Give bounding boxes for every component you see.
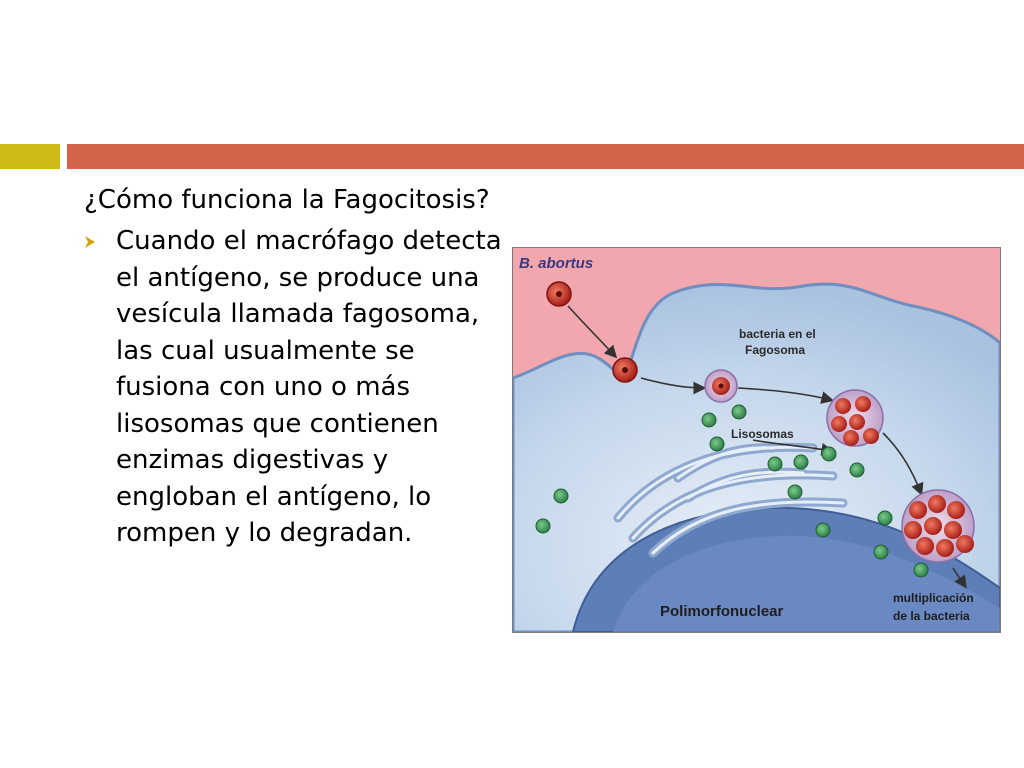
label-lysosomes: Lisosomas <box>731 427 794 441</box>
bullet-item <box>84 223 504 552</box>
label-phagosome-line2: Fagosoma <box>745 343 806 357</box>
slide-heading: ¿Cómo funciona la Fagocitosis? <box>84 185 490 215</box>
free-bacterium <box>547 282 571 306</box>
phagolysosome <box>827 390 883 446</box>
label-multiplication-line2: de la bacteria <box>893 609 970 623</box>
phagocytosis-illustration <box>512 247 1001 633</box>
bacterium-at-membrane <box>613 358 637 382</box>
phagosome <box>705 370 737 402</box>
accent-bar-orange <box>67 144 1024 169</box>
label-multiplication-line1: multiplicación <box>893 591 974 605</box>
label-organism: B. abortus <box>519 255 594 272</box>
slide-text <box>84 183 504 552</box>
accent-bar-gold <box>0 144 60 169</box>
arrowhead-bullet-icon <box>84 236 96 248</box>
bullet-text: Cuando el macrófago detecta el antígeno, se produce una vesícula llamada fagosoma, las cual usualmente se fusiona con uno o más lisosomas que contienen enzimas digestivas y engloban el antígeno, lo rompen y lo degradan. <box>116 226 502 548</box>
label-cell: Polimorfonuclear <box>660 603 784 620</box>
label-phagosome-line1: bacteria en el <box>739 327 816 341</box>
multiplying-bacteria-vesicle <box>902 490 974 562</box>
phagocytosis-diagram <box>513 248 1000 632</box>
